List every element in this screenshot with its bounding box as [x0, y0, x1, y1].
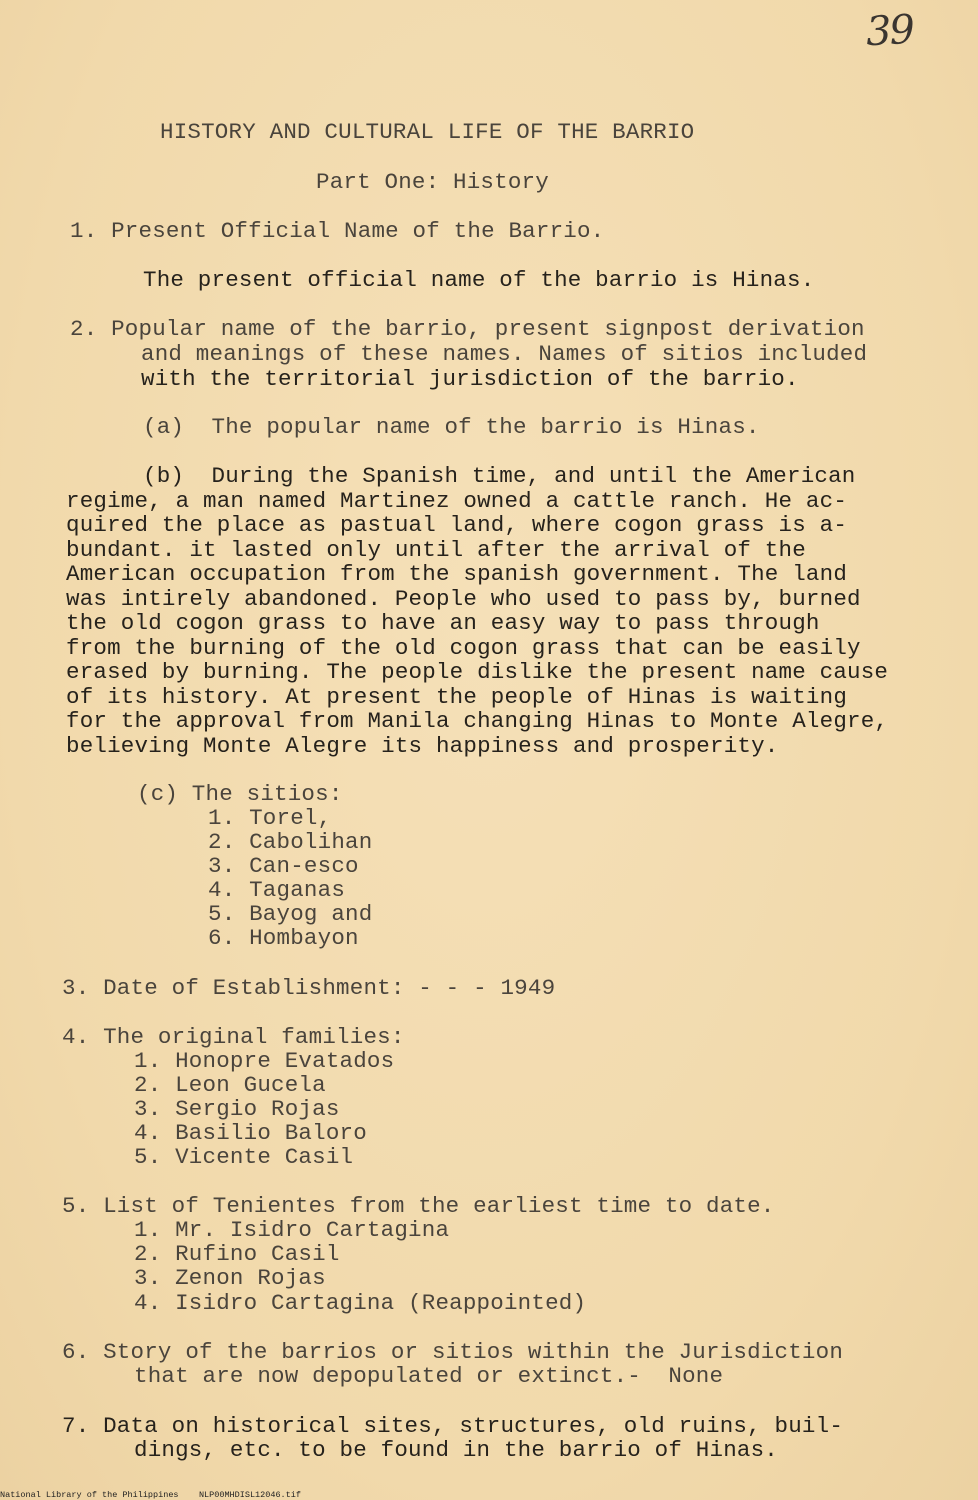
section-1-heading: 1. Present Official Name of the Barrio. [70, 218, 605, 244]
section-2b-line: quired the place as pastual land, where cogon grass is a- [66, 512, 848, 538]
section-2b-line: regime, a man named Martinez owned a cattle ranch. He ac- [66, 488, 848, 514]
section-1-text: The present official name of the barrio is Hinas. [143, 267, 815, 293]
family-item: 4. Basilio Baloro [134, 1120, 367, 1146]
section-5-heading: 5. List of Tenientes from the earliest time to date. [62, 1193, 775, 1219]
section-6-line: that are now depopulated or extinct.- None [134, 1363, 724, 1389]
section-2-heading-line: with the territorial jurisdiction of the barrio. [141, 366, 799, 392]
family-item: 5. Vicente Casil [134, 1144, 354, 1170]
family-item: 2. Leon Gucela [134, 1072, 326, 1098]
sitio-item: 1. Torel, [208, 805, 332, 831]
section-2b-line: believing Monte Alegre its happiness and prosperity. [66, 733, 779, 759]
section-2c-heading: (c) The sitios: [137, 781, 343, 807]
section-2b-line: for the approval from Manila changing Hinas to Monte Alegre, [66, 708, 889, 734]
section-2b-line: from the burning of the old cogon grass that can be easily [66, 635, 861, 661]
sitio-item: 3. Can-esco [208, 853, 359, 879]
document-title: HISTORY AND CULTURAL LIFE OF THE BARRIO [160, 119, 695, 145]
section-6-line: 6. Story of the barrios or sitios within the Jurisdiction [62, 1339, 844, 1365]
footer-file: NLP00MHDISL12046.tif [198, 1490, 301, 1500]
teniente-item: 1. Mr. Isidro Cartagina [134, 1217, 450, 1243]
page-number: 39 [864, 6, 915, 56]
sitio-item: 2. Cabolihan [208, 829, 373, 855]
section-2b-line: bundant. it lasted only until after the arrival of the [66, 537, 806, 563]
footer-source: National Library of the Philippines [0, 1490, 179, 1500]
section-2b-line: American occupation from the spanish government. The land [66, 561, 848, 587]
section-2b-line: was intirely abandoned. People who used to pass by, burned [66, 586, 861, 612]
section-7-line: 7. Data on historical sites, structures, old ruins, buil- [62, 1413, 844, 1439]
section-2-heading-line: and meanings of these names. Names of sitios included [141, 341, 868, 367]
section-2b-line: (b) During the Spanish time, and until the American [143, 463, 856, 489]
section-2a-text: (a) The popular name of the barrio is Hinas. [143, 414, 760, 440]
sitio-item: 4. Taganas [208, 877, 346, 903]
teniente-item: 2. Rufino Casil [134, 1241, 340, 1267]
section-2b-line: of its history. At present the people of Hinas is waiting [66, 684, 848, 710]
section-3-text: 3. Date of Establishment: - - - 1949 [62, 975, 556, 1001]
section-2b-line: erased by burning. The people dislike the present name cause [66, 659, 889, 685]
archive-footer [0, 1490, 301, 1500]
section-2-heading-line: 2. Popular name of the barrio, present signpost derivation [70, 316, 865, 342]
teniente-item: 3. Zenon Rojas [134, 1265, 326, 1291]
sitio-item: 6. Hombayon [208, 925, 359, 951]
section-2b-line: the old cogon grass to have an easy way to pass through [66, 610, 820, 636]
family-item: 1. Honopre Evatados [134, 1048, 395, 1074]
family-item: 3. Sergio Rojas [134, 1096, 340, 1122]
document-subtitle: Part One: History [316, 169, 549, 195]
section-7-line: dings, etc. to be found in the barrio of Hinas. [134, 1437, 779, 1463]
teniente-item: 4. Isidro Cartagina (Reappointed) [134, 1290, 587, 1316]
section-4-heading: 4. The original families: [62, 1024, 405, 1050]
sitio-item: 5. Bayog and [208, 901, 373, 927]
